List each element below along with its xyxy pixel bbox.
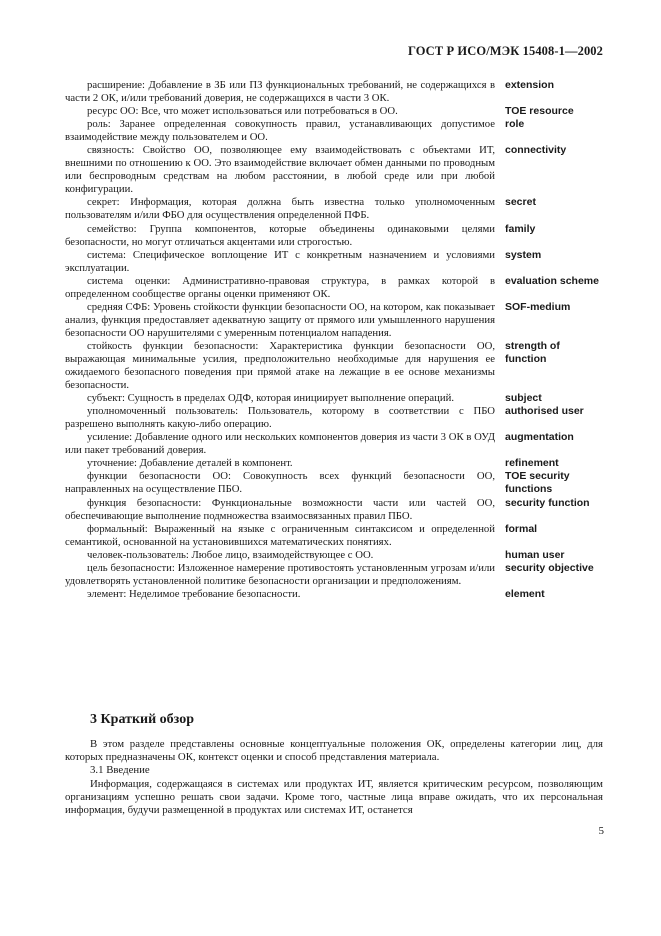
definition-term-en: human user xyxy=(505,548,565,561)
definition-item xyxy=(65,301,605,340)
definition-item xyxy=(65,118,605,144)
definition-text: Уровень стойкости функции безопасности ОО, на котором, как показывает анализ, функция предоставляет адекватную защиту от прямого или умышленного нарушения безопасности ОО нарушителями с умеренным потенциалом нападения. xyxy=(65,300,496,339)
section-title: 3 Краткий обзор xyxy=(90,712,194,727)
definition-term-en: role xyxy=(505,118,525,131)
definition-text: Группа компонентов, которые объединены одинаковыми целями безопасности, но могут отличаться акцентами или строгостью. xyxy=(65,222,496,248)
definition-term-ru: роль: xyxy=(87,118,111,131)
definition-body xyxy=(65,301,495,340)
document-header: ГОСТ Р ИСО/МЭК 15408-1—2002 xyxy=(407,44,603,58)
definition-text: Все, что может использоваться или потребоваться в ОО. xyxy=(141,105,398,118)
definition-item xyxy=(65,79,605,105)
definition-text: Добавление деталей в компонент. xyxy=(139,457,293,470)
definition-text: Свойство ОО, позволяющее ему взаимодействовать с объектами ИТ, внешними по отношению к ОО. Это взаимодействие включает обмен данными по проводным или беспроводным средствам на любом расстоянии, в любой среде или при любой конфигурации. xyxy=(65,144,495,196)
definition-text: Изложенное намерение противостоять установленным угрозам и/или удовлетворять установленной политике безопасности организации и предположениям. xyxy=(65,561,496,587)
section-body xyxy=(65,738,603,817)
definition-text: Совокупность всех функций безопасности ОО, направленных на осуществление ПБО. xyxy=(65,470,495,496)
definition-term-ru: уточнение: xyxy=(87,457,137,470)
definition-term-en: formal xyxy=(505,522,538,535)
definition-term-ru: средняя СФБ: xyxy=(87,300,151,313)
definition-term-ru: уполномоченный пользователь: xyxy=(87,405,239,418)
definition-term-en: secret xyxy=(505,196,536,209)
definition-item xyxy=(65,405,605,431)
definition-body xyxy=(65,392,495,405)
definition-term-ru: субъект: xyxy=(87,392,125,405)
definition-text: Пользователь, которому в соответствии с ПБО разрешено выполнять какую-либо операцию. xyxy=(65,405,495,431)
definition-term-en: family xyxy=(505,222,536,235)
definition-text: Сущность в пределах ОДФ, которая инициирует выполнение операций. xyxy=(127,392,455,405)
definition-body xyxy=(65,457,495,470)
paragraph: Информация, содержащаяся в системах или продуктах ИТ, является критическим ресурсом, позволяющим организациям успешно решать свои задачи. Кроме того, частные лица вправе ожидать, что их персональная информация, будучи размещенной в продуктах или системах ИТ, останется xyxy=(65,777,603,817)
definition-item xyxy=(65,105,605,118)
definition-term-en: subject xyxy=(505,392,542,405)
definition-body xyxy=(65,497,495,523)
definition-text: Неделимое требование безопасности. xyxy=(129,587,301,600)
definition-term-en: connectivity xyxy=(505,144,567,157)
definition-body xyxy=(65,275,495,301)
definition-term-ru: усиление: xyxy=(87,431,133,444)
definition-item xyxy=(65,144,605,196)
definition-term-en: refinement xyxy=(505,457,559,470)
definition-item xyxy=(65,562,605,588)
definition-body xyxy=(65,549,495,562)
definition-item xyxy=(65,470,605,496)
definition-item xyxy=(65,431,605,457)
definition-term-en: security function xyxy=(505,496,590,509)
definition-term-ru: функция безопасности: xyxy=(87,496,202,509)
definition-text: Выраженный на языке с ограниченным синтаксисом и определенной семантикой, основанной на установившихся математических понятиях. xyxy=(65,522,495,548)
definition-term-ru: человек-пользователь: xyxy=(87,548,189,561)
definition-text: Любое лицо, взаимодействующее с ОО. xyxy=(191,548,374,561)
definition-term-ru: система оценки: xyxy=(87,274,171,287)
definition-text: Информация, которая должна быть известна только уполномоченным пользователям и/или ФБО для осуществления определенной ПФБ. xyxy=(65,196,495,222)
definition-item xyxy=(65,196,605,222)
definition-term-en: strength of function xyxy=(505,339,560,365)
definition-body xyxy=(65,144,495,196)
definition-item xyxy=(65,523,605,549)
definition-body xyxy=(65,431,495,457)
definition-term-ru: формальный: xyxy=(87,522,148,535)
definition-item xyxy=(65,392,605,405)
definition-item xyxy=(65,223,605,249)
definition-term-ru: связность: xyxy=(87,144,135,157)
definition-term-ru: секрет: xyxy=(87,196,120,209)
definition-body xyxy=(65,405,495,431)
definition-text: Специфическое воплощение ИТ с конкретным назначением и условиями эксплуатации. xyxy=(65,248,496,274)
definition-term-en: system xyxy=(505,248,542,261)
definition-term-en: TOE security functions xyxy=(505,470,570,496)
definition-body xyxy=(65,105,495,118)
definition-term-ru: элемент: xyxy=(87,587,127,600)
definition-body xyxy=(65,470,495,496)
definition-term-ru: семейство: xyxy=(87,222,137,235)
definition-term-en: TOE resource xyxy=(505,105,574,118)
definition-term-en: evaluation scheme xyxy=(505,274,599,287)
definition-text: Функциональные возможности части или частей ОО, обеспечивающие выполнение подмножества взаимосвязанных правил ПБО. xyxy=(65,496,495,522)
definition-term-en: security objective xyxy=(505,561,594,574)
definition-term-ru: стойкость функции безопасности: xyxy=(87,339,259,352)
definition-term-ru: функции безопасности ОО: xyxy=(87,470,231,483)
definition-item xyxy=(65,249,605,275)
subsection-heading: 3.1 Введение xyxy=(90,764,150,777)
definition-item xyxy=(65,497,605,523)
definition-term-en: SOF-medium xyxy=(505,300,571,313)
definition-body xyxy=(65,249,495,275)
definition-item xyxy=(65,549,605,562)
definitions-list xyxy=(65,79,605,601)
definition-item xyxy=(65,457,605,470)
definition-body xyxy=(65,562,495,588)
definition-term-en: extension xyxy=(505,79,555,91)
definition-text: Административно-правовая структура, в рамках которой в определенном сообществе органы оценки применяют ОК. xyxy=(65,274,495,300)
definition-item xyxy=(65,588,605,601)
definition-term-ru: цель безопасности: xyxy=(87,561,175,574)
definition-term-en: augmentation xyxy=(505,431,574,444)
definition-text: Добавление одного или нескольких компонентов доверия из части 3 ОК в ОУД или пакет требований доверия. xyxy=(65,431,495,457)
definition-term-en: element xyxy=(505,587,545,600)
definition-body xyxy=(65,79,495,105)
definition-item xyxy=(65,275,605,301)
definition-term-ru: ресурс ОО: xyxy=(87,105,139,118)
definition-body xyxy=(65,196,495,222)
definition-term-ru: система: xyxy=(87,248,127,261)
definition-term-en: authorised user xyxy=(505,405,584,418)
definition-term-ru: расширение: xyxy=(87,79,146,91)
paragraph: В этом разделе представлены основные концептуальные положения ОК, определены категории лиц, для которых предназначены ОК, контекст оценки и способ представления материала. xyxy=(65,738,603,764)
definition-body xyxy=(65,118,495,144)
definition-item xyxy=(65,340,605,392)
definition-body xyxy=(65,340,495,392)
definition-body xyxy=(65,523,495,549)
definition-body xyxy=(65,588,495,601)
page-number: 5 xyxy=(598,825,604,837)
definition-text: Заранее определенная совокупность правил, устанавливающих допустимое взаимодействие между пользователем и ОО. xyxy=(65,118,495,144)
definition-body xyxy=(65,223,495,249)
definition-text: Характеристика функции безопасности ОО, выражающая минимальные усилия, предположительно необходимые для нарушения ее ожидаемого безопасного поведения при прямой атаке на лежащие в ее основе механизмы безопасности. xyxy=(65,339,496,392)
definition-text: Добавление в ЗБ или ПЗ функциональных требований, не содержащихся в части 2 ОК, и/или требований доверия, не содержащихся в части 3 ОК. xyxy=(65,79,495,105)
